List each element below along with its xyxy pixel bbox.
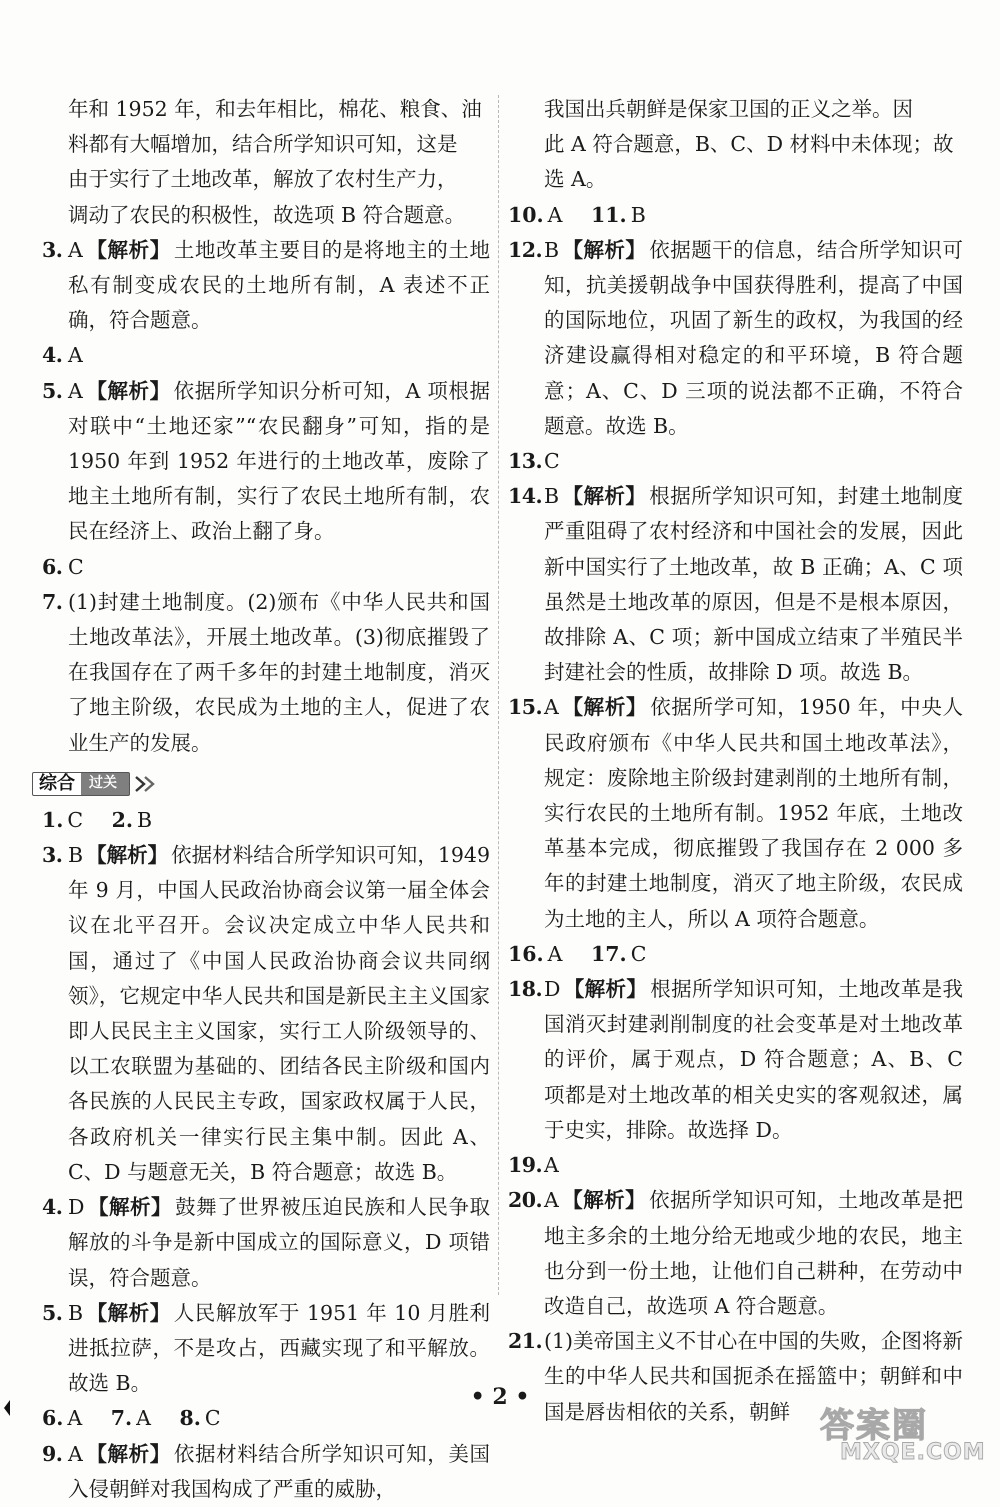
question-number: 7.	[110, 1406, 133, 1431]
analysis-tag: 【解析】	[85, 378, 171, 403]
answer-item	[508, 690, 963, 936]
question-number: 10.	[508, 202, 544, 227]
answer-letter: A	[68, 343, 83, 368]
analysis-tag: 【解析】	[563, 977, 648, 1002]
answer-item	[508, 972, 963, 1148]
answer-letter: D	[544, 977, 561, 1002]
question-number: 12.	[508, 237, 543, 262]
page-number: • 2 •	[470, 1384, 530, 1410]
question-number: 11.	[591, 202, 627, 227]
question-number: 5.	[42, 1300, 63, 1325]
analysis-text: 依据所学知识可知，土地改革是把地主多余的土地分给无地或少地的农民，地主也分到一份土地，让他们自己耕种，在劳动中改造自己，故选项 A 符合题意。	[544, 1188, 964, 1318]
answer-letter: C	[68, 554, 84, 579]
answer-letter: B	[544, 237, 560, 262]
answer-item	[42, 338, 490, 373]
answer-row	[508, 937, 963, 972]
answer-letter: A	[547, 202, 563, 227]
question-number: 17.	[591, 941, 627, 966]
intro-line: 我国出兵朝鲜是保家卫国的正义之举。因	[544, 97, 913, 121]
answer-item	[42, 233, 490, 339]
intro-line: 由于实行了土地改革，解放了农村生产力，	[68, 167, 458, 192]
answer-letter: A	[547, 941, 563, 966]
intro-line: 选 A。	[544, 167, 607, 192]
crop-mark-icon	[3, 1400, 11, 1416]
answer-letter: A	[68, 237, 83, 262]
answer-letter: D	[68, 1195, 85, 1220]
answer-item	[42, 1437, 490, 1507]
answer-letter: A	[68, 1441, 83, 1466]
analysis-tag: 【解析】	[562, 484, 647, 509]
section-banner-text-a: 综合	[39, 773, 75, 795]
answer-letter: B	[630, 202, 646, 227]
answer-letter: A	[544, 1153, 559, 1178]
analysis-text: 依据材料结合所学知识可知，1949 年 9 月，中国人民政治协商会议第一届全体会议在北平召开。会议决定成立中华人民共和国，通过了《中国人民政治协商会议共同纲领》，它规定中华人民共和国是新民主主义国家即人民民主主义国家，实行工人阶级领导的、以工农联盟为基础的、团结各民主阶级和国内各民族的人民民主专政，国家政权属于人民，各政府机关一律实行民主集中制。因此 A、C、D 与题意无关，B 符合题意；故选 B。	[68, 843, 491, 1184]
analysis-text: (1)封建土地制度。(2)颁布《中华人民共和国土地改革法》，开展土地改革。(3)彻底摧毁了在我国存在了两千多年的封建土地制度，消灭了地主阶级，农民成为土地的主人，促进了农业生产的发展。	[68, 589, 490, 755]
answer-item	[508, 1183, 963, 1324]
answer-item	[42, 1190, 490, 1296]
question-number: 4.	[42, 1195, 63, 1220]
analysis-text: 依据题干的信息，结合所学知识可知，抗美援朝战争中国获得胜利，提高了中国的国际地位，巩固了新生的政权，为我国的经济建设赢得相对稳定的和平环境，B 符合题意；A、C、D 三项的说法都不正确，不符合题意。故选 B。	[544, 237, 964, 438]
analysis-tag: 【解析】	[85, 1441, 171, 1466]
question-number: 16.	[508, 941, 544, 966]
question-number: 1.	[42, 807, 64, 832]
answer-letter: A	[136, 1406, 151, 1431]
answer-item	[508, 233, 963, 444]
analysis-tag: 【解析】	[86, 1300, 171, 1325]
intro-line: 调动了农民的积极性，故选项 B 符合题意。	[68, 202, 466, 227]
answer-letter: C	[67, 807, 84, 832]
analysis-tag: 【解析】	[87, 1195, 173, 1220]
answer-item	[42, 838, 490, 1190]
question-number: 8.	[179, 1406, 201, 1431]
section-banner	[32, 767, 490, 801]
section-banner-text-b: 过关	[89, 775, 117, 792]
watermark-title: 答案圈	[820, 1406, 928, 1446]
question-number: 3.	[42, 843, 63, 868]
answer-row	[508, 198, 963, 233]
analysis-tag: 【解析】	[561, 695, 648, 720]
answer-item	[508, 479, 963, 690]
question-number: 4.	[42, 343, 63, 368]
answer-row	[42, 803, 490, 838]
chevron-right-icon	[134, 775, 160, 793]
answer-letter: C	[630, 941, 647, 966]
answer-letter: A	[544, 695, 559, 720]
question-number: 19.	[508, 1153, 543, 1178]
answer-item	[508, 1148, 963, 1183]
analysis-text: 鼓舞了世界被压迫民族和人民争取解放的斗争是新中国成立的国际意义，D 项错误，符合题意。	[68, 1195, 491, 1290]
answer-item	[42, 585, 490, 761]
analysis-text: 根据所学知识可知，封建土地制度严重阻碍了农村经济和中国社会的发展，因此新中国实行了土地改革，故 B 正确；A、C 项虽然是土地改革的原因，但是不是根本原因，故排除 A、C 项；新中国成立结束了半殖民半封建社会的性质，故排除 D 项。故选 B。	[544, 484, 964, 685]
analysis-text: 依据所学知识分析可知，A 项根据对联中“土地还家”“农民翻身”可知，指的是 1950 年到 1952 年进行的土地改革，废除了地主土地所有制，实行了农民土地所有制，农民在经济上、政治上翻了身。	[68, 378, 490, 544]
analysis-text: 根据所学知识可知，土地改革是我国消灭封建剥削制度的社会变革是对土地改革的评价，属于观点，D 符合题意；A、B、C 项都是对土地改革的相关史实的客观叙述，属于史实，排除。故选择 D。	[544, 977, 963, 1142]
analysis-text: 依据材料结合所学知识可知，美国入侵朝鲜对我国构成了严重的威胁，	[68, 1441, 491, 1501]
right-column	[508, 92, 963, 1430]
question-number: 13.	[508, 449, 543, 474]
question-number: 18.	[508, 977, 543, 1002]
analysis-text: 依据所学可知，1950 年，中央人民政府颁布《中华人民共和国土地改革法》，规定：废除地主阶级封建剥削的土地所有制，实行农民的土地所有制。1952 年底，土地改革基本完成，彻底摧毁了我国存在 2 000 多年的封建土地制度，消灭了地主阶级，农民成为土地的主人，所以 A 项符合题意。	[544, 695, 964, 931]
answer-letter: B	[544, 484, 560, 509]
intro-line: 年和 1952 年，和去年相比，棉花、粮食、油	[68, 97, 482, 121]
left-column	[39, 92, 491, 1507]
question-number: 2.	[111, 807, 134, 832]
answer-letter: A	[68, 378, 83, 403]
analysis-tag: 【解析】	[562, 237, 647, 262]
answer-letter: C	[204, 1406, 221, 1431]
analysis-text: (1)美帝国主义不甘心在中国的失败，企图将新生的中华人民共和国扼杀在摇篮中；朝鲜和中国是唇齿相依的关系，朝鲜	[544, 1329, 963, 1424]
analysis-tag: 【解析】	[85, 237, 171, 262]
question-number: 14.	[508, 484, 543, 509]
answer-item	[508, 444, 963, 479]
answer-letter: B	[137, 807, 153, 832]
question-number: 5.	[42, 378, 63, 403]
answer-item	[42, 550, 490, 585]
analysis-text: 人民解放军于 1951 年 10 月胜利进抵拉萨，不是攻占，西藏实现了和平解放。故选 B。	[68, 1300, 491, 1396]
intro-line: 此 A 符合题意，B、C、D 材料中未体现；故	[544, 132, 954, 157]
answer-letter: C	[544, 449, 560, 474]
analysis-tag: 【解析】	[561, 1188, 647, 1213]
answer-letter: B	[68, 1300, 84, 1325]
section-banner-tag	[32, 772, 130, 796]
question-number: 3.	[42, 237, 63, 262]
answer-item	[42, 374, 490, 550]
question-number: 21.	[508, 1329, 543, 1354]
watermark-url: MXQE.COM	[840, 1440, 986, 1465]
question-number: 6.	[42, 1406, 64, 1431]
question-number: 7.	[42, 589, 63, 614]
intro-line: 料都有大幅增加，结合所学知识可知，这是	[68, 132, 458, 157]
watermark-logo	[800, 1396, 1000, 1465]
analysis-text: 土地改革主要目的是将地主的土地私有制变成农民的土地所有制，A 表述不正确，符合题意。	[68, 237, 491, 333]
column-divider	[498, 95, 499, 1295]
analysis-tag: 【解析】	[86, 843, 169, 868]
answer-letter: A	[67, 1406, 83, 1431]
question-number: 9.	[42, 1441, 63, 1466]
answer-letter: B	[68, 843, 84, 868]
question-number: 20.	[508, 1188, 543, 1213]
question-number: 15.	[508, 695, 543, 720]
question-number: 6.	[42, 554, 63, 579]
answer-letter: A	[544, 1188, 559, 1213]
